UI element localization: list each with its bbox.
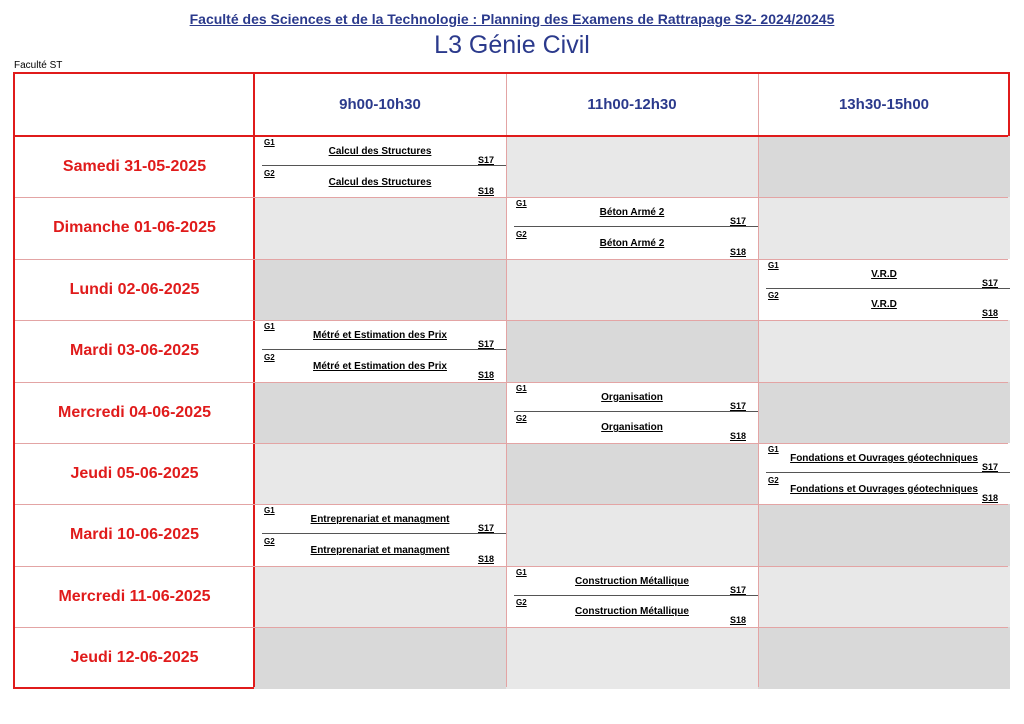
exam-cell <box>254 504 506 565</box>
time-slot-header: 11h00-12h30 <box>587 96 677 113</box>
exam-subject: Fondations et Ouvrages géotechniques <box>790 483 978 495</box>
exam-subject: Construction Métallique <box>575 575 689 587</box>
exam-cell <box>506 382 758 443</box>
exam-group-block <box>254 167 506 198</box>
exam-group-block <box>506 197 758 228</box>
day-label: Mercredi 04-06-2025 <box>58 403 211 421</box>
exam-room: S18 <box>729 247 746 258</box>
exam-room: S18 <box>729 431 746 442</box>
group-tag: G2 <box>264 537 275 547</box>
exam-subject: Entreprenariat et managment <box>310 545 450 557</box>
exam-room: S17 <box>729 216 746 227</box>
exam-room: S18 <box>981 308 998 319</box>
exam-cell <box>254 136 506 197</box>
column-divider <box>506 74 507 687</box>
group-tag: G2 <box>768 291 779 301</box>
row-divider <box>15 320 1008 321</box>
exam-room: S17 <box>729 400 746 411</box>
schedule-cell <box>254 627 506 688</box>
row-divider <box>15 443 1008 444</box>
row-divider <box>15 259 1008 260</box>
day-label: Mardi 10-06-2025 <box>70 526 199 544</box>
time-slot-header: 13h30-15h00 <box>838 96 930 113</box>
group-tag: G2 <box>264 168 275 178</box>
exam-subject: Calcul des Structures <box>328 146 432 157</box>
day-label: Mercredi 11-06-2025 <box>58 587 211 605</box>
schedule-cell <box>254 566 506 627</box>
schedule-cell <box>506 443 758 504</box>
exam-cell <box>758 259 1010 320</box>
schedule-cell <box>758 504 1010 565</box>
exam-group-block <box>506 228 758 259</box>
exam-group-block <box>254 504 506 535</box>
schedule-cell <box>506 627 758 688</box>
group-tag: G1 <box>516 199 527 209</box>
exam-subject: Fondations et Ouvrages géotechniques <box>790 453 978 464</box>
exam-group-block <box>506 382 758 413</box>
exam-room: S17 <box>981 277 998 288</box>
exam-cell <box>506 566 758 627</box>
day-label: Jeudi 05-06-2025 <box>70 465 199 482</box>
exam-room: S18 <box>477 554 494 565</box>
group-tag: G2 <box>264 352 275 362</box>
schedule-cell <box>758 382 1010 443</box>
schedule-cell <box>254 382 506 443</box>
day-label: Mardi 03-06-2025 <box>70 342 199 360</box>
document-title: Faculté des Sciences et de la Technologie : Planning des Examens de Rattrapage S2- 2024/20245 <box>189 11 835 27</box>
exam-subject: Construction Métallique <box>575 606 689 618</box>
exam-group-block <box>254 136 506 167</box>
exam-subject: Métré et Estimation des Prix <box>313 330 447 342</box>
exam-room: S18 <box>477 185 494 196</box>
row-divider <box>15 566 1008 567</box>
exam-room: S18 <box>981 492 998 503</box>
exam-room: S18 <box>477 369 494 380</box>
exam-room: S17 <box>477 155 494 165</box>
column-divider <box>758 74 759 687</box>
row-divider <box>15 504 1008 505</box>
group-tag: G2 <box>516 598 527 608</box>
day-label: Jeudi 12-06-2025 <box>70 649 199 667</box>
schedule-cell <box>758 197 1010 258</box>
day-label: Samedi 31-05-2025 <box>62 158 207 175</box>
exam-subject: Béton Armé 2 <box>599 207 665 219</box>
exam-group-block <box>506 566 758 597</box>
exam-group-block <box>254 535 506 566</box>
schedule-cell <box>506 320 758 381</box>
exam-cell <box>758 443 1010 504</box>
group-tag: G2 <box>768 475 779 485</box>
exam-group-block <box>506 596 758 627</box>
schedule-cell <box>758 320 1010 381</box>
schedule-cell <box>506 504 758 565</box>
group-tag: G1 <box>516 567 527 577</box>
row-divider <box>15 197 1008 198</box>
exam-group-block <box>254 351 506 382</box>
exam-subject: Organisation <box>601 391 663 403</box>
exam-schedule-table <box>13 72 1010 689</box>
exam-cell <box>254 320 506 381</box>
schedule-cell <box>254 259 506 320</box>
group-tag: G1 <box>768 445 779 454</box>
row-divider <box>15 627 1008 628</box>
exam-room: S17 <box>477 339 494 350</box>
exam-room: S17 <box>729 584 746 595</box>
schedule-cell <box>254 443 506 504</box>
exam-subject: Entreprenariat et managment <box>310 514 450 526</box>
exam-subject: V.R.D <box>871 299 897 311</box>
group-tag: G1 <box>516 383 527 393</box>
schedule-cell <box>758 136 1010 197</box>
exam-room: S17 <box>477 523 494 534</box>
exam-subject: Métré et Estimation des Prix <box>313 360 447 372</box>
faculty-label: Faculté ST <box>14 60 63 71</box>
schedule-cell <box>506 136 758 197</box>
schedule-cell <box>758 566 1010 627</box>
exam-subject: V.R.D <box>871 268 897 280</box>
exam-group-block <box>506 412 758 443</box>
exam-subject: Organisation <box>601 422 663 434</box>
group-tag: G2 <box>516 230 527 240</box>
exam-subject: Calcul des Structures <box>328 176 432 188</box>
schedule-cell <box>506 259 758 320</box>
time-slot-header: 9h00-10h30 <box>339 96 421 113</box>
day-label: Dimanche 01-06-2025 <box>53 219 216 237</box>
group-tag: G1 <box>264 322 275 332</box>
exam-group-block <box>758 443 1010 474</box>
exam-room: S18 <box>729 615 746 626</box>
schedule-cell <box>758 627 1010 688</box>
program-title: L3 Génie Civil <box>434 31 590 59</box>
header-divider <box>15 135 1008 137</box>
exam-subject: Béton Armé 2 <box>599 238 665 250</box>
exam-cell <box>506 197 758 258</box>
group-tag: G1 <box>264 506 275 516</box>
exam-group-block <box>758 474 1010 505</box>
day-label: Lundi 02-06-2025 <box>69 280 200 298</box>
schedule-cell <box>254 197 506 258</box>
column-divider <box>253 74 255 687</box>
group-tag: G1 <box>768 260 779 270</box>
row-divider <box>15 382 1008 383</box>
exam-group-block <box>758 259 1010 290</box>
group-tag: G2 <box>516 414 527 424</box>
group-tag: G1 <box>264 138 275 147</box>
exam-room: S17 <box>981 462 998 472</box>
exam-group-block <box>254 320 506 351</box>
exam-group-block <box>758 289 1010 320</box>
